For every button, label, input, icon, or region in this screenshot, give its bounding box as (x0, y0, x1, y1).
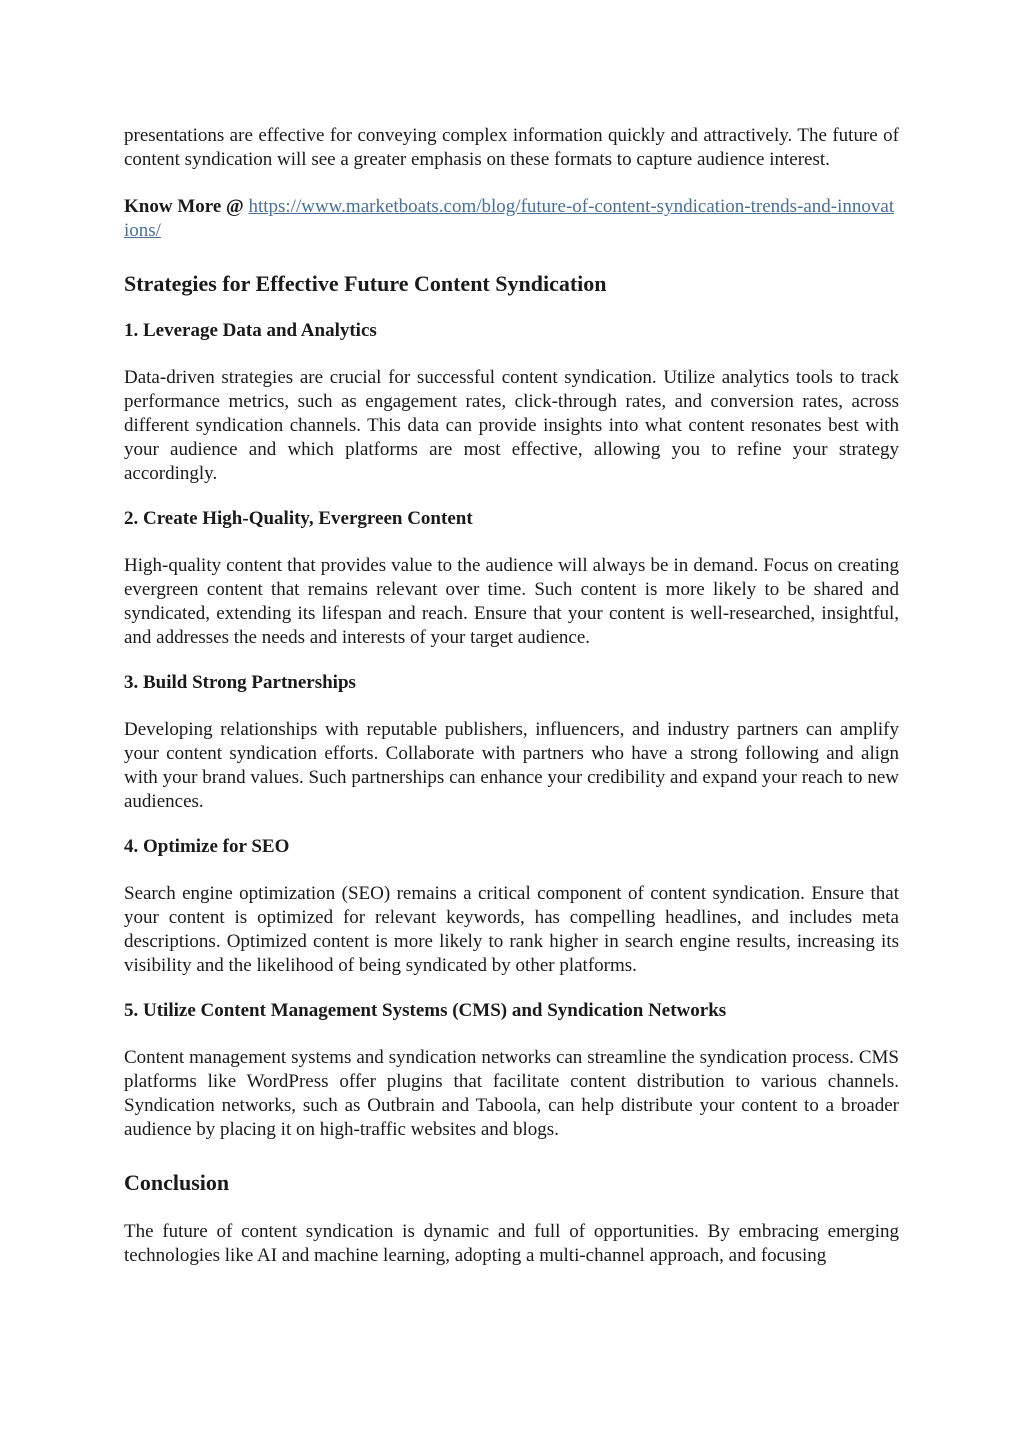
intro-paragraph: presentations are effective for conveying complex information quickly and attractively. The future of content syndication will see a greater emphasis on these formats to capture audience interest. (124, 125, 899, 170)
strategy-5-title: 5. Utilize Content Management Systems (CMS) and Syndication Networks (124, 1000, 727, 1021)
know-more-line (124, 195, 899, 243)
conclusion-heading: Conclusion (124, 1170, 230, 1195)
strategies-heading: Strategies for Effective Future Content Syndication (124, 271, 607, 296)
know-more-label: Know More @ (124, 196, 244, 217)
strategy-3-body: Developing relationships with reputable publishers, influencers, and industry partners can amplify your content syndication efforts. Collaborate with partners who have a strong following and align with your brand values. Such partnerships can enhance your credibility and expand your reach to new audiences. (124, 719, 899, 812)
strategy-5-body: Content management systems and syndication networks can streamline the syndication process. CMS platforms like WordPress offer plugins that facilitate content distribution to various channels. Syndication networks, such as Outbrain and Taboola, can help distribute your content to a broader audience by placing it on high-traffic websites and blogs. (124, 1047, 899, 1140)
strategy-1-body: Data-driven strategies are crucial for successful content syndication. Utilize analytics tools to track performance metrics, such as engagement rates, click-through rates, and conversion rates, across different syndication channels. This data can provide insights into what content resonates best with your audience and which platforms are most effective, allowing you to refine your strategy accordingly. (124, 367, 899, 484)
strategy-4-title: 4. Optimize for SEO (124, 836, 290, 857)
strategy-1-title: 1. Leverage Data and Analytics (124, 320, 377, 341)
strategy-4-body: Search engine optimization (SEO) remains a critical component of content syndication. Ensure that your content is optimized for relevant keywords, has compelling headlines, and includes meta descriptions. Optimized content is more likely to rank higher in search engine results, increasing its visibility and the likelihood of being syndicated by other platforms. (124, 883, 899, 976)
strategy-2-title: 2. Create High-Quality, Evergreen Content (124, 508, 473, 529)
strategy-2-body: High-quality content that provides value to the audience will always be in demand. Focus on creating evergreen content that remains relevant over time. Such content is more likely to be shared and syndicated, extending its lifespan and reach. Ensure that your content is well-researched, insightful, and addresses the needs and interests of your target audience. (124, 555, 899, 648)
conclusion-body: The future of content syndication is dynamic and full of opportunities. By embracing emerging technologies like AI and machine learning, adopting a multi-channel approach, and focusing (124, 1221, 899, 1266)
strategy-3-title: 3. Build Strong Partnerships (124, 672, 356, 693)
document-page (124, 124, 899, 1268)
know-more-link[interactable]: https://www.marketboats.com/blog/future-of-content-syndication-trends-and-innovations/ (124, 196, 895, 241)
